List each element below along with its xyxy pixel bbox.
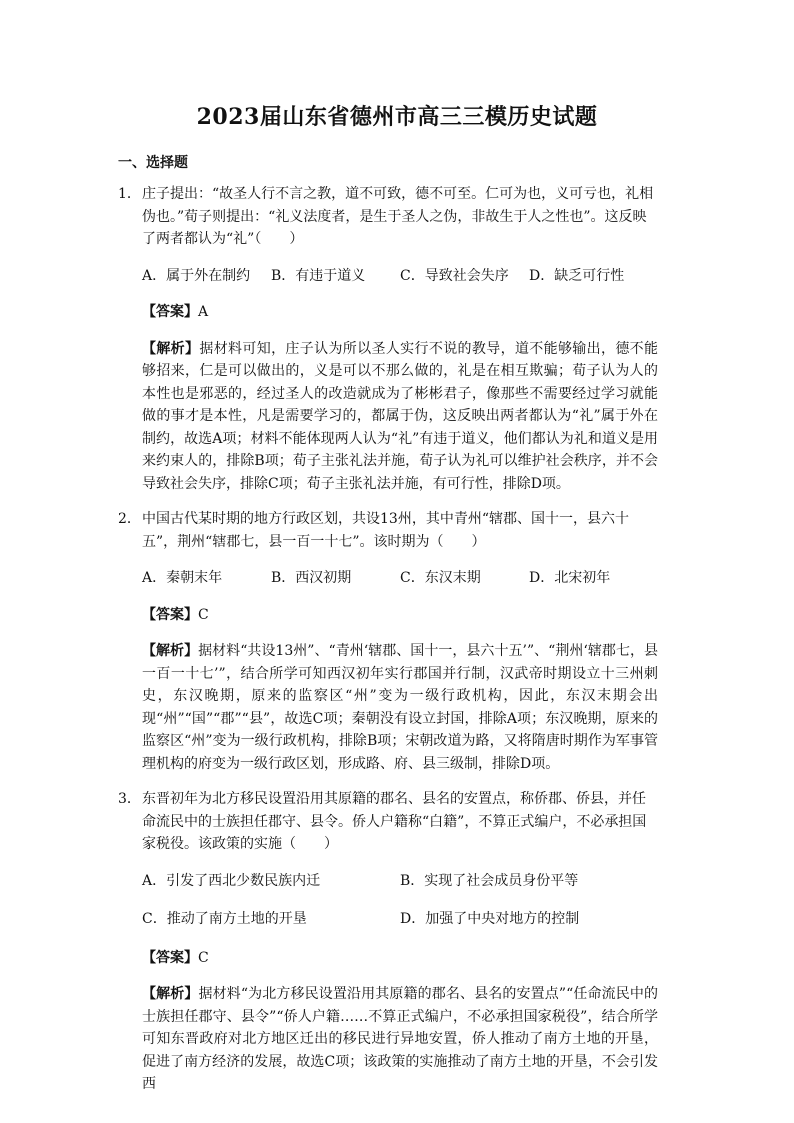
page-title: 2023届山东省德州市高三三模历史试题: [196, 104, 598, 130]
analysis-label: 【解析】: [142, 340, 200, 357]
answer-label: 【答案】: [142, 949, 198, 966]
question-2: [118, 508, 658, 775]
options: [142, 265, 658, 288]
answer-value: C: [198, 949, 209, 966]
option-c: C．推动了南方土地的开垦: [142, 911, 307, 927]
answer: [142, 301, 658, 324]
analysis-label: 【解析】: [142, 986, 199, 1002]
options: [142, 567, 658, 590]
option-d: D．北宋初年: [529, 570, 611, 586]
answer-label: 【答案】: [142, 606, 198, 623]
analysis-text: 据材料可知，庄子认为所以圣人实行不说的教导，道不能够输出，德不能够招来，仁是可以做出的，义是可以不那么做的，礼是在相互欺骗；荀子认为人的本性也是邪恶的，经过圣人的改造就成为了彬彬君子，像那些不需要经过学习就能做的事才是本性，凡是需要学习的，都属于伪，这反映出两者都认为“礼”属于外在制约，故选A项；材料不能体现两人认为“礼”有违于道义，他们都认为礼和道义是用来约束人的，排除B项；荀子主张礼法并施，荀子认为礼可以维护社会秩序，并不会导致社会失序，排除C项；荀子主张礼法并施，有可行性，排除D项。: [142, 340, 659, 492]
question-3: [118, 788, 658, 1096]
option-a: A．秦朝末年: [142, 570, 223, 586]
option-a: A．引发了西北少数民族内迁: [142, 872, 321, 889]
analysis: [142, 640, 658, 775]
question-number: 1．: [118, 186, 141, 202]
option-c: C．导致社会失序: [400, 267, 509, 284]
section-title: 一、选择题: [118, 155, 188, 171]
analysis-label: 【解析】: [142, 643, 199, 659]
option-b: B．有违于道义: [271, 267, 366, 284]
option-d: D．加强了中央对地方的控制: [400, 911, 580, 927]
option-b: B．西汉初期: [271, 570, 352, 586]
question-number: 2．: [118, 511, 141, 527]
option-a: A．属于外在制约: [142, 267, 251, 284]
analysis: [142, 983, 658, 1096]
question-number: 3．: [118, 791, 141, 807]
answer: [142, 947, 658, 970]
question-list: [118, 183, 658, 1109]
options: [142, 870, 658, 947]
question-stem: 中国古代某时期的地方行政区划，共设13州，其中青州“辖郡、国十一，县六十五”，荆州“辖郡七，县一百一十七”。该时期为（ ）: [142, 511, 629, 550]
question-1: [118, 183, 658, 495]
answer-value: A: [198, 304, 209, 320]
option-d: D．缺乏可行性: [529, 267, 625, 284]
answer: [142, 604, 658, 627]
answer-value: C: [198, 606, 209, 623]
analysis-text: 据材料“共设13州”、“青州‘辖郡、国十一，县六十五’”、“荆州‘辖郡七，县一百一十七’”，结合所学可知西汉初年实行郡国并行制，汉武帝时期设立十三州刺史，东汉晚期，原来的监察区“州”变为一级行政机构，因此，东汉末期会出现“州”“国”“郡”“县”，故选C项；秦朝没有设立封国，排除A项；东汉晚期，原来的监察区“州”变为一级行政机构，排除B项；宋朝改道为路，又将隋唐时期作为军事管理机构的府变为一级行政区划，形成路、府、县三级制，排除D项。: [142, 643, 658, 772]
question-stem: 东晋初年为北方移民设置沿用其原籍的郡名、县名的安置点，称侨郡、侨县，并任命流民中的士族担任郡守、县令。侨人户籍称“白籍”，不算正式编户，不必承担国家税役。该政策的实施（ ）: [142, 791, 647, 852]
option-b: B．实现了社会成员身份平等: [400, 872, 579, 889]
answer-label: 【答案】: [142, 304, 198, 320]
option-c: C．东汉末期: [400, 570, 481, 586]
analysis: [142, 338, 658, 496]
question-stem: 庄子提出：“故圣人行不言之教，道不可致，德不可至。仁可为也，义可亏也，礼相伪也。”荀子则提出：“礼义法度者，是生于圣人之伪，非故生于人之性也”。这反映了两者都认为“礼”（ ）: [142, 186, 654, 247]
analysis-text: 据材料“为北方移民设置沿用其原籍的郡名、县名的安置点”“任命流民中的士族担任郡守、县令”“侨人户籍……不算正式编户，不必承担国家税役”，结合所学可知东晋政府对北方地区迁出的移民进行异地安置，侨人推动了南方土地的开垦，促进了南方经济的发展，故选C项；该政策的实施推动了南方土地的开垦，不会引发西: [142, 986, 658, 1092]
